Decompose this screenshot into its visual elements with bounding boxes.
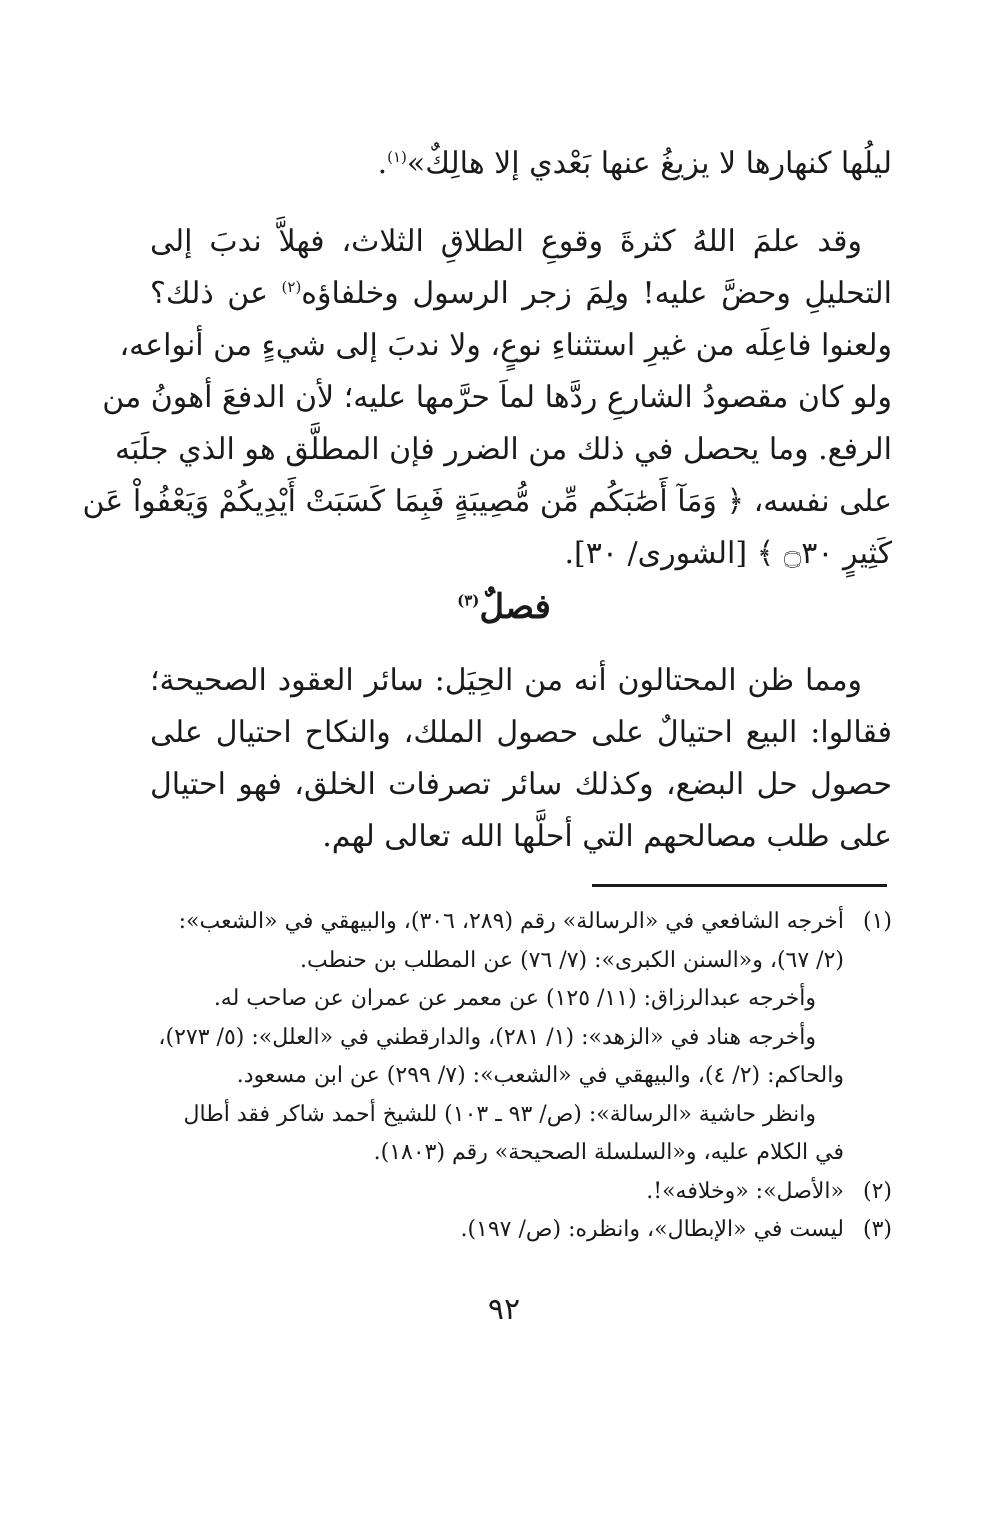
footnote-number: (٣) <box>862 1217 892 1242</box>
text-line: الرفع. وما يحصل في ذلك من الضرر فإن المطلَّق هو الذي جلَبَه <box>114 432 892 467</box>
footnote-1-line: وأخرجه عبدالرزاق: (١١/ ١٢٥) عن معمر عن عمران عن صاحب له. <box>213 986 816 1011</box>
text-line: ولو كان مقصودُ الشارعِ ردَّها لماَ حرَّمها عليه؛ لأن الدفعَ أهونُ من <box>102 380 892 415</box>
text-line-content: عن ذلك؟ <box>150 276 282 311</box>
text-line-content: التحليلِ وحضَّ عليه! ولِمَ زجر الرسول وخلفاؤه <box>301 276 893 311</box>
footnote-1-line: وأخرجه هناد في «الزهد»: (١/ ٢٨١)، والدارقطني في «العلل»: (٥/ ٢٧٣)، <box>158 1024 816 1050</box>
quran-verse-line: على نفسه، ﴿ وَمَآ أَصَٰبَكُم مِّن مُّصِيبَةٍ فَبِمَا كَسَبَتْ أَيْدِيكُمْ وَيَعْفُواْ عَن <box>82 484 892 519</box>
text-line: ومما ظن المحتالون أنه من الحِيَل: سائر العقود الصحيحة؛ <box>150 663 862 698</box>
section-heading <box>0 583 1008 631</box>
punctuation: . <box>377 146 388 181</box>
footnote-1-line: (٢/ ٦٧)، و«السنن الكبرى»: (٧/ ٧٦) عن المطلب بن حنطب. <box>300 947 844 973</box>
heading-title: فصلٌ <box>479 587 551 627</box>
text-line: وقد علمَ اللهُ كثرةَ وقوعِ الطلاقِ الثلاث، فهلاَّ ندبَ إلى <box>150 224 862 259</box>
footnote-marker: (١) <box>387 148 407 166</box>
text-line: حصول حل البضع، وكذلك سائر تصرفات الخلق، فهو احتيال <box>150 767 892 802</box>
footnote-number: (١) <box>862 909 892 934</box>
footnote-marker: (٢) <box>281 278 302 296</box>
footnote-1-line: وانظر حاشية «الرسالة»: (ص/ ٩٣ ـ ١٠٣) للشيخ أحمد شاكر فقد أطال <box>183 1101 816 1127</box>
text-line <box>150 268 892 320</box>
text-line: فقالوا: البيع احتيالٌ على حصول الملك، والنكاح احتيال على <box>150 715 892 750</box>
paragraph-tricks <box>150 655 892 863</box>
footnote-text: أخرجه الشافعي في «الرسالة» رقم (٢٨٩، ٣٠٦)، والبيهقي في «الشعب»: <box>178 909 844 934</box>
footnote-marker: (٣) <box>457 591 480 610</box>
footnote-divider <box>592 884 887 887</box>
paragraph-opening <box>150 138 892 190</box>
footnote-1-line: والحاكم: (٢/ ٤)، والبيهقي في «الشعب»: (٧/ ٢٩٩) عن ابن مسعود. <box>236 1063 844 1088</box>
quran-verse-line: كَثِيرٍ ۝٣٠ ﴾ [الشورى/ ٣٠]. <box>564 536 892 571</box>
footnote-3 <box>115 1211 892 1250</box>
footnote-text: ليست في «الإبطال»، وانظره: (ص/ ١٩٧). <box>460 1217 844 1242</box>
page-number: ٩٢ <box>487 1292 521 1327</box>
text-line-content: ليلُها كنهارها لا يزيغُ عنها بَعْدي إلا هالِكٌ» <box>406 146 892 181</box>
footnote-number: (٢) <box>862 1178 892 1204</box>
footnote-1 <box>115 903 892 942</box>
footnote-2 <box>115 1173 892 1212</box>
footnote-1-line: في الكلام عليه، و«السلسلة الصحيحة» رقم (١٨٠٣). <box>373 1140 844 1165</box>
text-line: على طلب مصالحهم التي أحلَّها الله تعالى لهم. <box>322 819 892 854</box>
footnotes <box>115 903 892 1250</box>
text-line <box>150 138 892 190</box>
footnote-text: «الأصل»: «وخلافه»!. <box>646 1178 844 1204</box>
paragraph-divorce <box>82 216 893 580</box>
text-line: ولعنوا فاعِلَه من غيرِ استثناءِ نوعٍ، ولا ندبَ إلى شيءٍ من أنواعه، <box>119 328 892 363</box>
